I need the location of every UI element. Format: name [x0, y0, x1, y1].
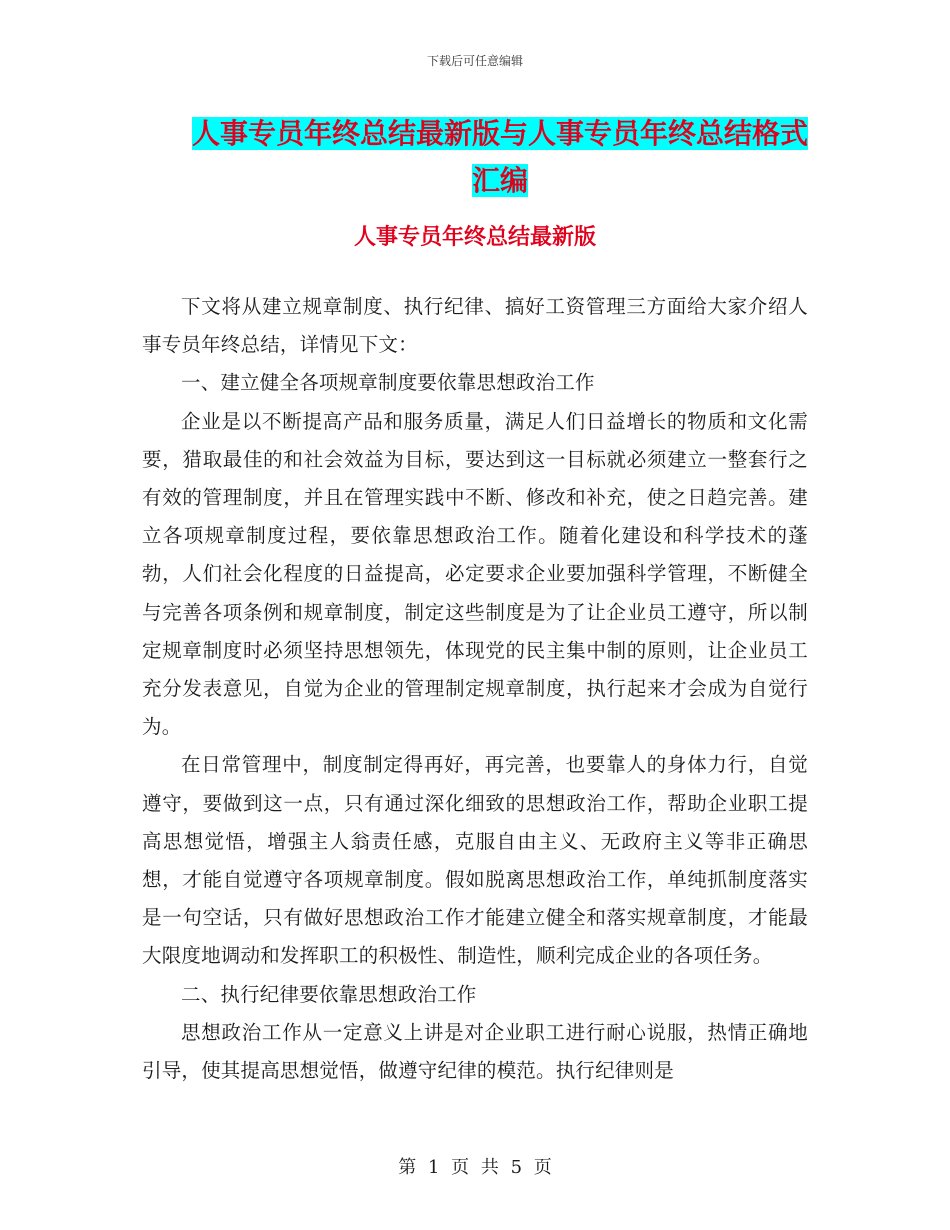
document-title — [190, 110, 810, 204]
page-footer: 第 1 页 共 5 页 — [398, 1157, 552, 1178]
paragraph: 企业是以不断提高产品和服务质量，满足人们日益增长的物质和文化需要，猎取最佳的和社会效益为目标，要达到这一目标就必须建立一整套行之有效的管理制度，并且在管理实践中不断、修改和补充，使之日趋完善。建立各项规章制度过程，要依靠思想政治工作。随着化建设和科学技术的蓬勃，人们社会化程度的日益提高，必定要求企业要加强科学管理，不断健全与完善各项条例和规章制度，制定这些制度是为了让企业员工遵守，所以制定规章制度时必须坚持思想领先，体现党的民主集中制的原则，让企业员工充分发表意见，自觉为企业的管理制定规章制度，执行起来才会成为自觉行为。 — [142, 409, 808, 739]
heading-section-1: 一、建立健全各项规章制度要依靠思想政治工作 — [181, 371, 595, 395]
section-title: 人事专员年终总结最新版 — [353, 225, 596, 250]
paragraph: 在日常管理中，制度制定得再好，再完善，也要靠人的身体力行，自觉遵守，要做到这一点，只有通过深化细致的思想政治工作，帮助企业职工提高思想觉悟，增强主人翁责任感，克服自由主义、无政府主义等非正确思想，才能自觉遵守各项规章制度。假如脱离思想政治工作，单纯抓制度落实是一句空话，只有做好思想政治工作才能建立健全和落实规章制度，才能最大限度地调动和发挥职工的积极性、制造性，顺利完成企业的各项任务。 — [142, 753, 808, 968]
header-note: 下载后可任意编辑 — [426, 54, 523, 68]
paragraph: 思想政治工作从一定意义上讲是对企业职工进行耐心说服，热情正确地引导，使其提高思想觉悟，做遵守纪律的模范。执行纪律则是 — [142, 1020, 808, 1083]
document-body — [142, 288, 808, 1090]
document-title-text: 人事专员年终总结最新版与人事专员年终总结格式汇编 — [191, 117, 808, 197]
paragraph-intro: 下文将从建立规章制度、执行纪律、搞好工资管理三方面给大家介绍人事专员年终总结，详情见下文： — [142, 295, 808, 357]
heading-section-2: 二、执行纪律要依靠思想政治工作 — [181, 982, 477, 1006]
